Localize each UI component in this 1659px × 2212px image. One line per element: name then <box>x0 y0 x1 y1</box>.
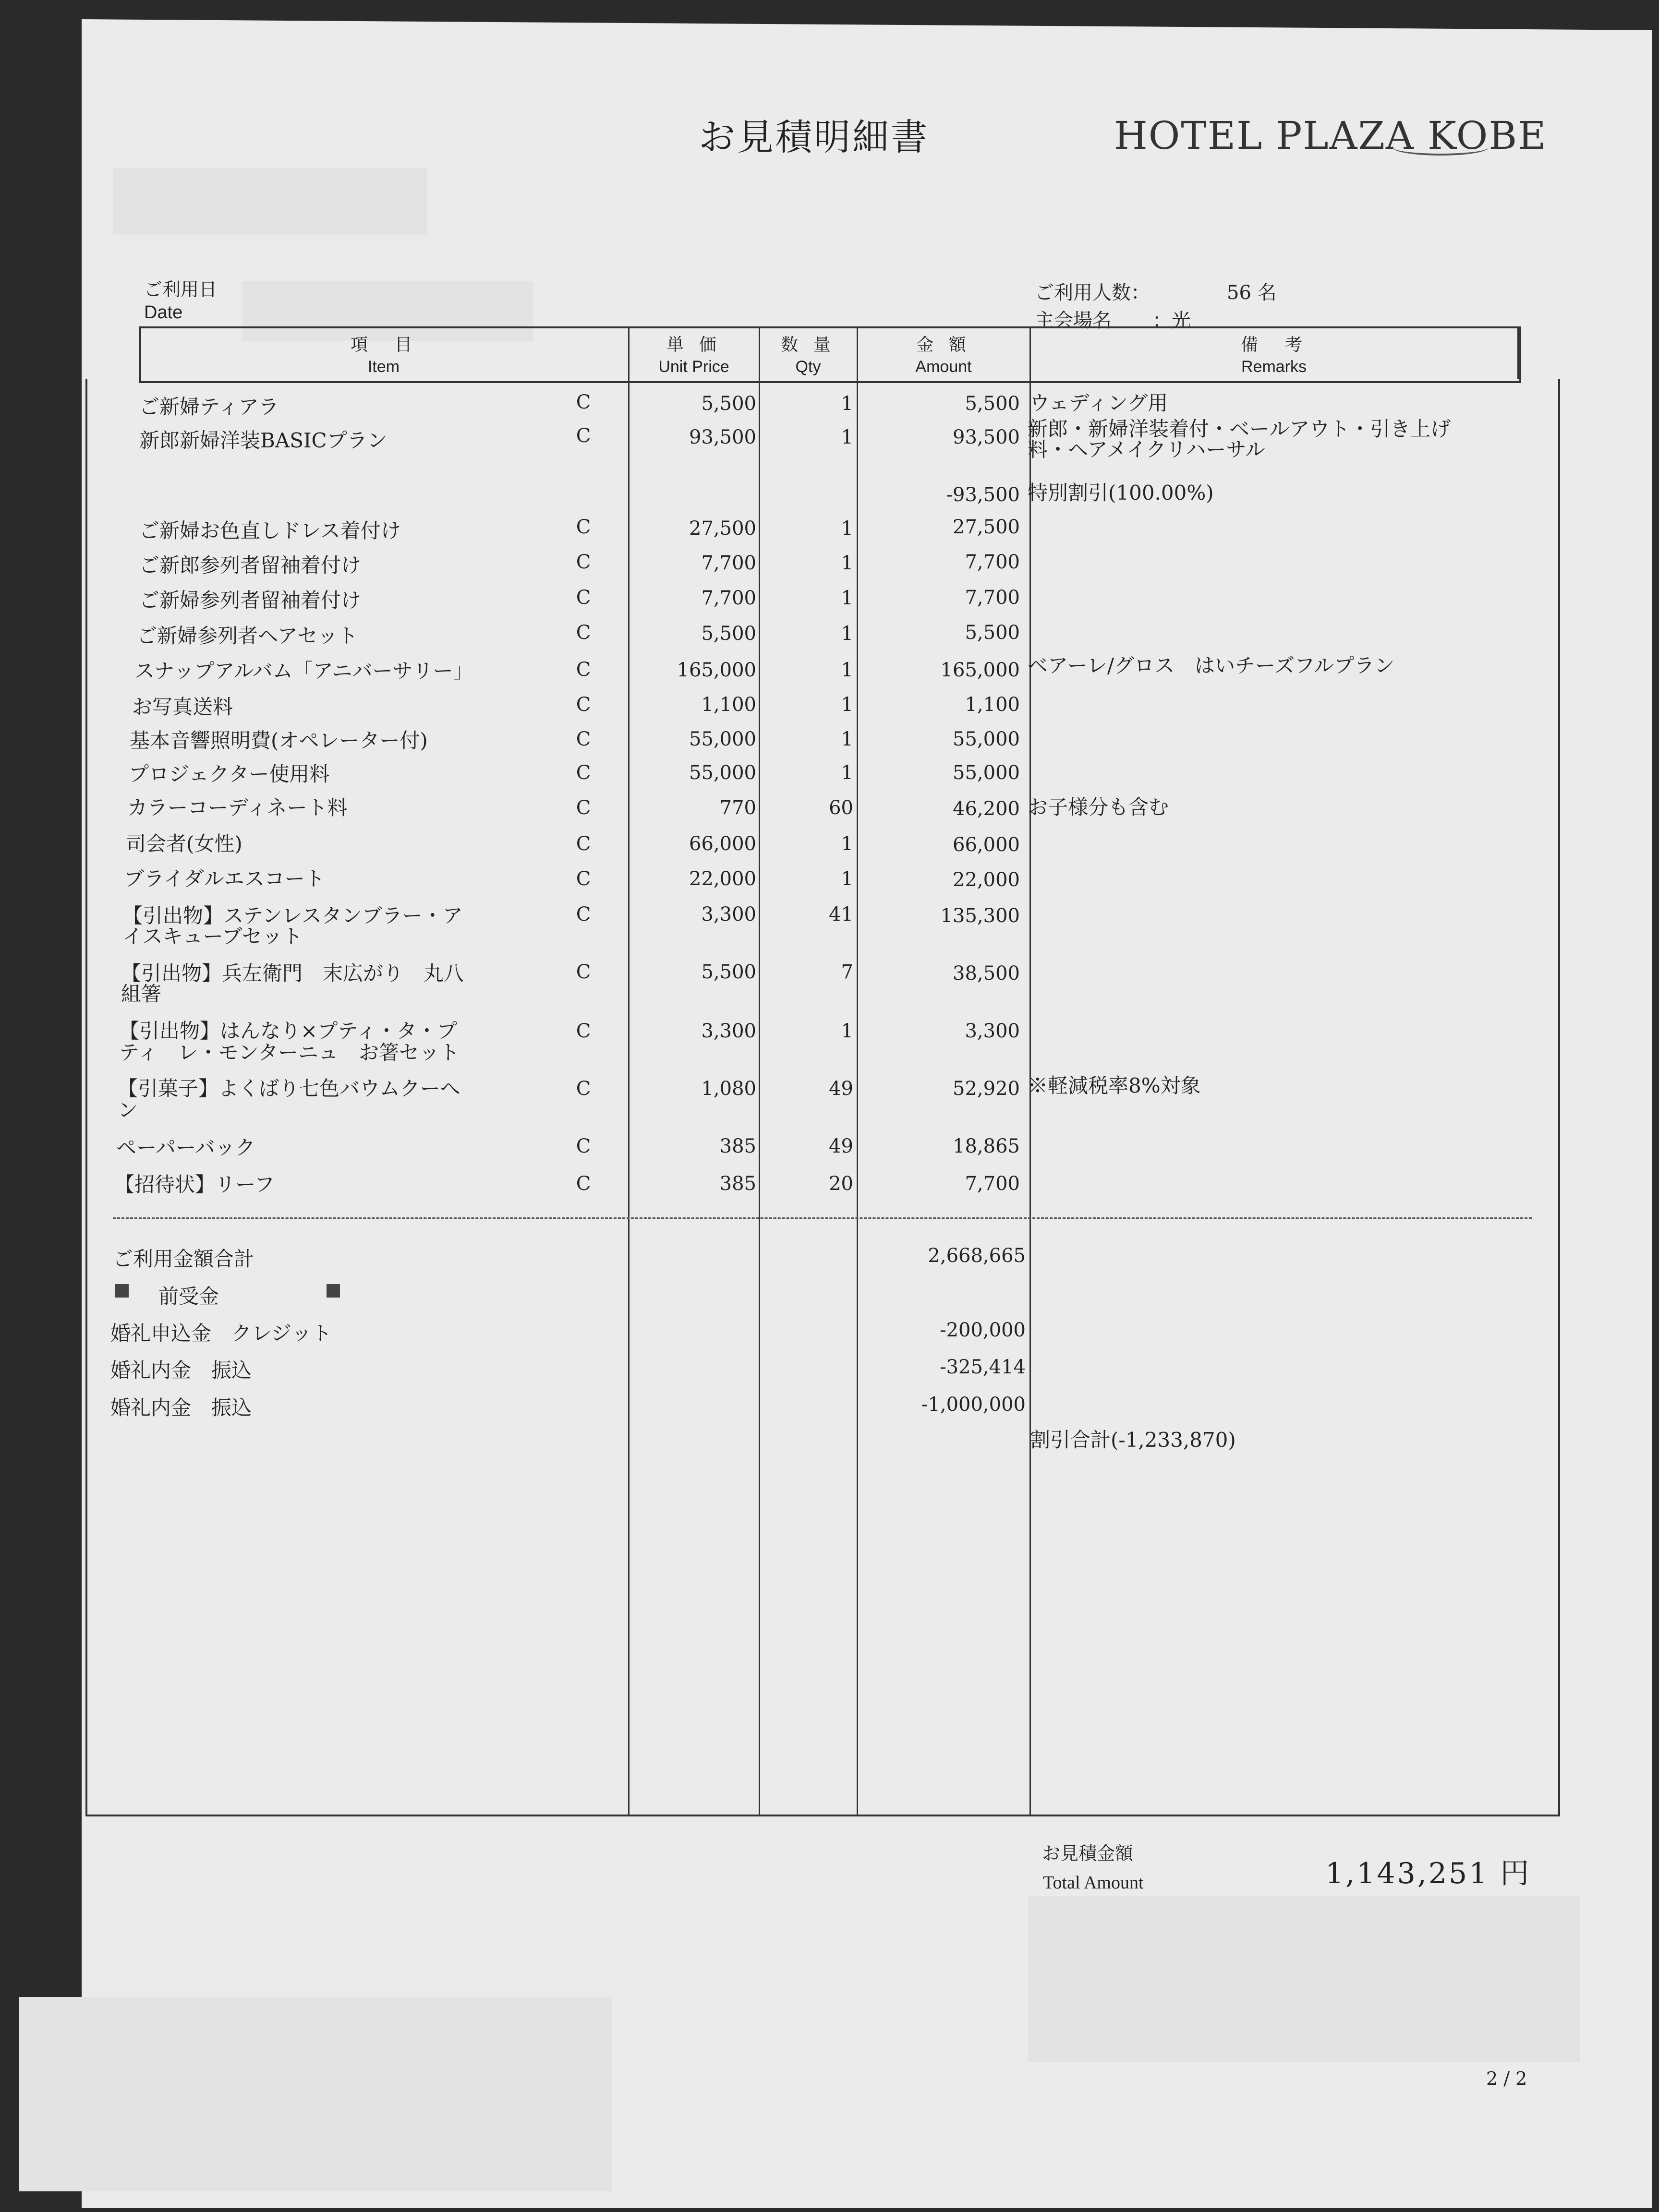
table-row-amount: 46,200 <box>953 798 1020 820</box>
table-row-unit: 93,500 <box>689 426 756 448</box>
summary-label: ご利用金額合計 <box>113 1247 254 1271</box>
header-unit-en: Unit Price <box>658 358 729 376</box>
table-row-qty: 7 <box>841 961 853 983</box>
table-row-remark-cont: 料・ヘアメイクリハーサル <box>1028 438 1266 461</box>
table-row-code: C <box>576 694 591 716</box>
table-row-unit: 7,700 <box>701 587 756 609</box>
document-title: お見積明細書 <box>699 116 929 158</box>
table-row-unit: 55,000 <box>689 728 756 750</box>
table-row-amount: 27,500 <box>953 516 1020 538</box>
table-row-qty: 1 <box>841 762 853 784</box>
table-row-item: 【引出物】兵左衛門 末広がり 丸八 <box>121 962 464 985</box>
table-row-item-cont: ン <box>118 1098 138 1122</box>
table-row-code: C <box>576 868 591 890</box>
table-row-item: ご新婦お色直しドレス着付け <box>139 519 401 542</box>
table-row-unit: 55,000 <box>689 762 756 784</box>
table-row-item: ご新婦参列者ヘアセット <box>137 624 358 648</box>
summary-label: 婚礼申込金 クレジット <box>110 1322 332 1345</box>
table-row-unit: 3,300 <box>701 1020 756 1042</box>
table-row-code: C <box>576 551 591 573</box>
table-row-code: C <box>576 762 591 784</box>
table-row-qty: 20 <box>829 1173 853 1195</box>
table-row-amount: 22,000 <box>953 869 1020 891</box>
table-row-unit: 1,080 <box>701 1078 756 1100</box>
table-row-amount: 5,500 <box>965 393 1020 415</box>
column-divider <box>759 326 760 1815</box>
table-row-code: C <box>576 587 591 609</box>
redacted-block <box>113 168 427 235</box>
table-row-item: ご新婦参列者留袖着付け <box>139 589 362 612</box>
table-row-code: C <box>576 833 591 855</box>
table-row-remark: ウェディング用 <box>1029 391 1168 415</box>
table-row-qty: 1 <box>841 659 853 681</box>
table-row-amount: 3,300 <box>965 1020 1020 1042</box>
table-row-code: C <box>576 659 591 681</box>
table-row-unit: 5,500 <box>701 393 756 415</box>
header-remarks-en: Remarks <box>1241 358 1307 376</box>
table-row-code: C <box>576 425 591 447</box>
table-row-code: C <box>576 516 591 538</box>
table-row-qty: 1 <box>841 1020 853 1042</box>
table-row-item: 新郎新婦洋装BASICプラン <box>139 429 388 452</box>
column-divider <box>857 326 858 1815</box>
section-divider <box>113 1217 1532 1219</box>
column-divider <box>628 326 630 1815</box>
venue-value: ：光 <box>1152 310 1191 332</box>
table-row-amount: 38,500 <box>953 962 1020 985</box>
table-row-amount: 1,100 <box>965 694 1020 716</box>
table-row-item: ペーパーバック <box>116 1136 255 1159</box>
table-row-item: プロジェクター使用料 <box>129 762 330 786</box>
table-row-qty: 1 <box>841 833 853 855</box>
table-row-unit: 385 <box>719 1173 756 1195</box>
summary-amount: 2,668,665 <box>928 1245 1026 1267</box>
table-row-remark: 特別割引(100.00%) <box>1028 481 1214 505</box>
header-unit: 単 価 <box>666 335 721 355</box>
summary-label: 婚礼内金 振込 <box>110 1396 252 1419</box>
table-row-item: 【招待状】リーフ <box>114 1173 275 1196</box>
table-row-unit: 165,000 <box>677 659 756 681</box>
table-row-unit: 22,000 <box>689 868 756 890</box>
table-row-qty: 49 <box>829 1078 853 1100</box>
header-qty: 数 量 <box>781 335 836 355</box>
table-row-qty: 1 <box>841 623 853 645</box>
table-row-qty: 1 <box>841 552 853 574</box>
table-row-remark: お子様分も含む <box>1028 795 1169 819</box>
venue-label: 主会場名 <box>1035 310 1112 332</box>
header-amount-en: Amount <box>915 358 972 376</box>
total-label: お見積金額 <box>1042 1843 1134 1864</box>
table-row-amount: 5,500 <box>965 622 1020 644</box>
table-row-qty: 1 <box>841 868 853 890</box>
redaction-mark-icon <box>115 1284 129 1298</box>
table-row-code: C <box>576 728 591 750</box>
header-remarks: 備 考 <box>1240 335 1307 355</box>
header-item: 項 目 <box>350 335 417 355</box>
discount-total: 割引合計(-1,233,870) <box>1030 1428 1236 1452</box>
table-row-amount: 7,700 <box>965 587 1020 609</box>
table-row-item: 【引出物】ステンレスタンブラー・ア <box>122 904 463 927</box>
table-row-qty: 1 <box>841 694 853 716</box>
logo-swoosh-icon <box>1393 139 1489 156</box>
table-row-item: 【引出物】はんなり×プティ・タ・プ <box>119 1019 457 1043</box>
table-row-code: C <box>576 903 591 926</box>
guests-value: 56 名 <box>1227 282 1277 304</box>
date-label-en: Date <box>144 302 183 323</box>
table-row-amount: -93,500 <box>946 484 1020 506</box>
table-row-code: C <box>576 1078 591 1100</box>
summary-label: 婚礼内金 振込 <box>110 1358 252 1382</box>
table-row-amount: 135,300 <box>940 905 1020 927</box>
table-row-qty: 49 <box>829 1135 853 1157</box>
table-row-code: C <box>576 1173 591 1195</box>
table-row-item-cont: ティ レ・モンターニュ お箸セット <box>119 1041 460 1064</box>
table-row-code: C <box>576 622 591 644</box>
table-row-item: 司会者(女性) <box>126 832 242 855</box>
table-row-amount: 55,000 <box>953 762 1020 784</box>
table-row-unit: 7,700 <box>701 552 756 574</box>
hotel-logo: HOTEL PLAZA KOBE <box>1114 113 1547 158</box>
table-row-qty: 1 <box>841 517 853 540</box>
table-row-qty: 1 <box>841 426 853 448</box>
table-row-item: カラーコーディネート料 <box>127 796 348 819</box>
total-label-en: Total Amount <box>1043 1873 1144 1893</box>
summary-amount: -1,000,000 <box>921 1394 1026 1416</box>
table-row-item-cont: 組箸 <box>121 982 162 1006</box>
table-row-code: C <box>576 1020 591 1042</box>
redacted-block <box>1028 1896 1580 2062</box>
table-row-unit: 66,000 <box>689 833 756 855</box>
table-row-code: C <box>576 391 591 413</box>
summary-amount: -200,000 <box>940 1319 1026 1341</box>
table-row-qty: 1 <box>841 587 853 609</box>
table-row-amount: 7,700 <box>965 551 1020 573</box>
table-row-item: 【引菓子】よくばり七色バウムクーへ <box>118 1077 460 1100</box>
redacted-block <box>19 1997 612 2191</box>
table-row-item: お写真送料 <box>132 695 233 719</box>
table-row-amount: 55,000 <box>953 728 1020 750</box>
table-row-code: C <box>576 797 591 819</box>
table-row-item: ご新郎参列者留袖着付け <box>139 553 362 577</box>
table-row-amount: 52,920 <box>953 1078 1020 1100</box>
table-row-remark: ベアーレ/グロス はいチーズフルプラン <box>1028 654 1395 677</box>
table-row-amount: 18,865 <box>953 1135 1020 1157</box>
header-amount: 金 額 <box>916 335 971 355</box>
guests-label: ご利用人数： <box>1035 282 1150 304</box>
header-qty-en: Qty <box>795 358 821 376</box>
table-row-item: ブライダルエスコート <box>124 867 325 890</box>
table-row-amount: 7,700 <box>965 1173 1020 1195</box>
table-row-item: 基本音響照明費(オペレーター付) <box>130 729 428 752</box>
table-row-qty: 60 <box>829 797 853 819</box>
table-row-amount: 66,000 <box>953 834 1020 856</box>
table-row-item: ご新婦ティアラ <box>139 395 279 419</box>
table-row-remark: ※軽減税率8%対象 <box>1028 1074 1201 1097</box>
summary-label: 前受金 <box>158 1285 219 1308</box>
table-row-qty: 1 <box>841 393 853 415</box>
table-row-qty: 41 <box>829 903 853 926</box>
table-row-remark: 新郎・新婦洋装着付・ベールアウト・引き上げ <box>1028 417 1451 441</box>
summary-amount: -325,414 <box>940 1356 1026 1378</box>
table-row-unit: 5,500 <box>701 961 756 983</box>
table-row-amount: 165,000 <box>940 659 1020 681</box>
table-row-unit: 1,100 <box>701 694 756 716</box>
table-row-unit: 3,300 <box>701 903 756 926</box>
page-number: 2 / 2 <box>1486 2068 1527 2089</box>
date-label: ご利用日 <box>144 279 218 300</box>
table-row-item-cont: イスキューブセット <box>122 925 303 948</box>
total-amount: 1,143,251 円 <box>1325 1857 1531 1890</box>
table-row-unit: 385 <box>719 1135 756 1157</box>
redaction-mark-icon <box>327 1284 340 1298</box>
table-row-unit: 770 <box>719 797 756 819</box>
table-row-unit: 27,500 <box>689 517 756 540</box>
table-row-amount: 93,500 <box>953 426 1020 448</box>
table-row-item: スナップアルバム「アニバーサリー」 <box>134 659 473 683</box>
table-row-qty: 1 <box>841 728 853 750</box>
column-divider <box>1029 326 1031 1815</box>
table-row-unit: 5,500 <box>701 623 756 645</box>
header-item-en: Item <box>367 358 400 376</box>
column-divider <box>1517 326 1519 379</box>
table-row-code: C <box>576 961 591 983</box>
table-row-code: C <box>576 1135 591 1157</box>
